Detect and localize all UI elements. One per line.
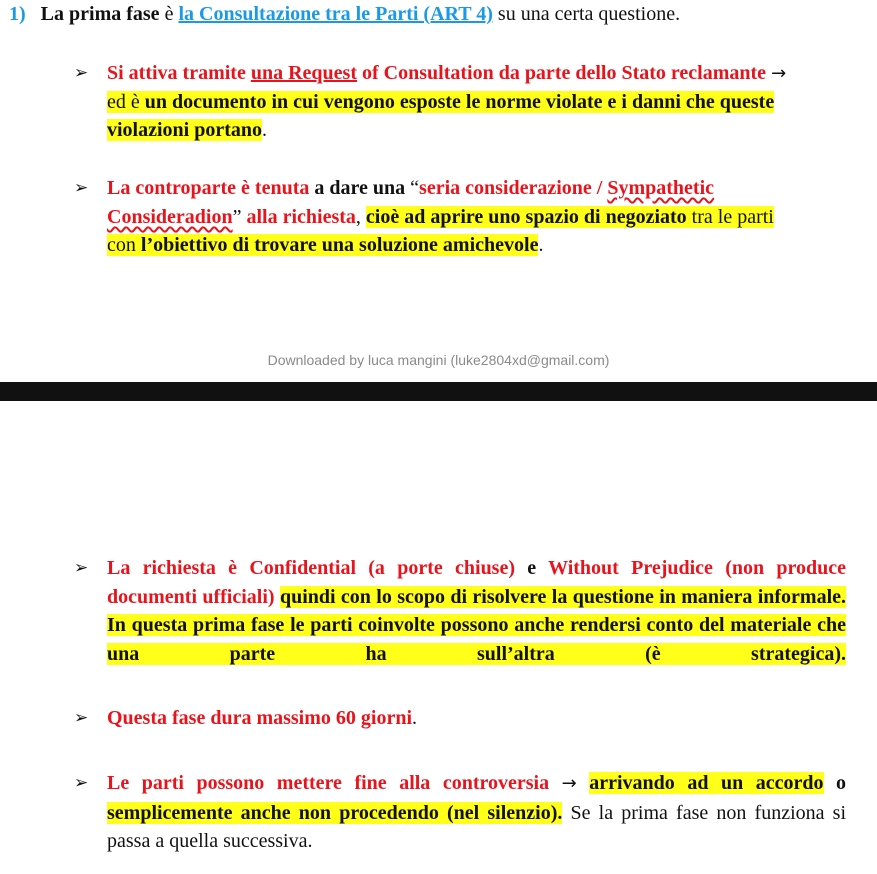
b2-hl-plain: con — [107, 234, 141, 256]
b3-red-text: La richiesta è Confidential (a porte chiuse) — [107, 557, 516, 579]
b5-red-text: Le parti possono mettere fine alla controversia — [107, 772, 550, 794]
b1-line2 — [107, 88, 774, 116]
heading-prefix: La prima fase — [40, 3, 160, 25]
heading-number: 1) — [9, 3, 26, 25]
b2-line2 — [107, 203, 774, 231]
b5-highlight: arrivando ad un accordo — [589, 772, 824, 794]
b3-highlight-2: In questa prima fase le parti coinvolte possono anche rendersi conto del materiale che una parte ha sull’altra (è strategica). — [107, 614, 846, 665]
b1-plain: ed è — [107, 91, 145, 113]
bullet-arrow-icon: ➢ — [74, 773, 89, 793]
arrow-right-icon: → — [561, 773, 577, 794]
b1-bold: un documento in cui vengono esposte le norme violate e i danni che queste — [144, 91, 775, 113]
download-watermark: Downloaded by luca mangini (luke2804xd@gmail.com) — [267, 352, 610, 368]
b2-hl-bold: l’obiettivo di trovare una soluzione amichevole — [140, 234, 539, 256]
b2-spell-word-2: Consideradion — [107, 206, 233, 228]
b2-end: . — [538, 234, 544, 256]
arrow-right-icon: → — [771, 63, 787, 84]
bullet-arrow-icon: ➢ — [74, 708, 89, 728]
b2-red-text: La controparte è tenuta — [107, 177, 310, 199]
bullet-arrow-icon: ➢ — [74, 178, 89, 198]
heading-line — [9, 0, 680, 28]
b4-red-text: Questa fase dura massimo 60 giorni — [107, 707, 412, 729]
b2-red-text-2: seria considerazione / — [419, 177, 608, 199]
heading-suffix: su una certa questione. — [492, 3, 681, 25]
b2-quote-close: ” — [232, 206, 242, 228]
bullet-arrow-icon: ➢ — [74, 63, 89, 83]
page-divider — [0, 382, 877, 401]
heading-link[interactable]: la Consultazione tra le Parti (ART 4) — [178, 3, 493, 25]
b2-quote-open: “ — [410, 177, 420, 199]
b4-end: . — [412, 707, 417, 729]
b5-highlight-2: semplicemente anche non procedendo (nel silenzio). — [107, 801, 563, 824]
b2-comma: , — [355, 206, 366, 228]
bullet-arrow-icon: ➢ — [74, 558, 89, 578]
b2-spell-word: Sympathetic — [607, 177, 715, 199]
b2-line3 — [107, 231, 543, 259]
b3-paragraph — [107, 554, 846, 668]
b3-red-text-2: Without Prejudice (non produce documenti ufficiali) — [107, 557, 847, 608]
b1-line3 — [107, 116, 267, 144]
b2-red-text-3: alla richiesta — [241, 206, 356, 228]
b5-conj: o — [823, 772, 847, 794]
b1-red-text-2: of Consultation da parte dello Stato reclamante — [357, 62, 772, 84]
b5-tail: Se la prima fase non funziona si passa a quella successiva. — [107, 801, 846, 852]
b2-bold-mid: a dare una — [309, 177, 411, 199]
b2-highlight-tail: tra le parti — [686, 206, 774, 228]
b1-line1 — [107, 59, 786, 88]
b3-highlight: quindi con lo scopo di risolvere la questione in maniera informale. — [279, 585, 847, 608]
b5-paragraph — [107, 769, 846, 856]
b1-end: . — [262, 119, 268, 141]
b1-red-text: Si attiva tramite — [107, 62, 251, 84]
b1-bold-2: violazioni portano — [107, 119, 263, 141]
b4-line — [107, 704, 417, 732]
b2-line1 — [107, 174, 714, 202]
b1-red-underlined: una Request — [250, 62, 357, 84]
b2-highlight: cioè ad aprire uno spazio di negoziato — [365, 206, 687, 228]
b3-conj: e — [515, 557, 549, 579]
heading-verb: è — [159, 3, 179, 25]
